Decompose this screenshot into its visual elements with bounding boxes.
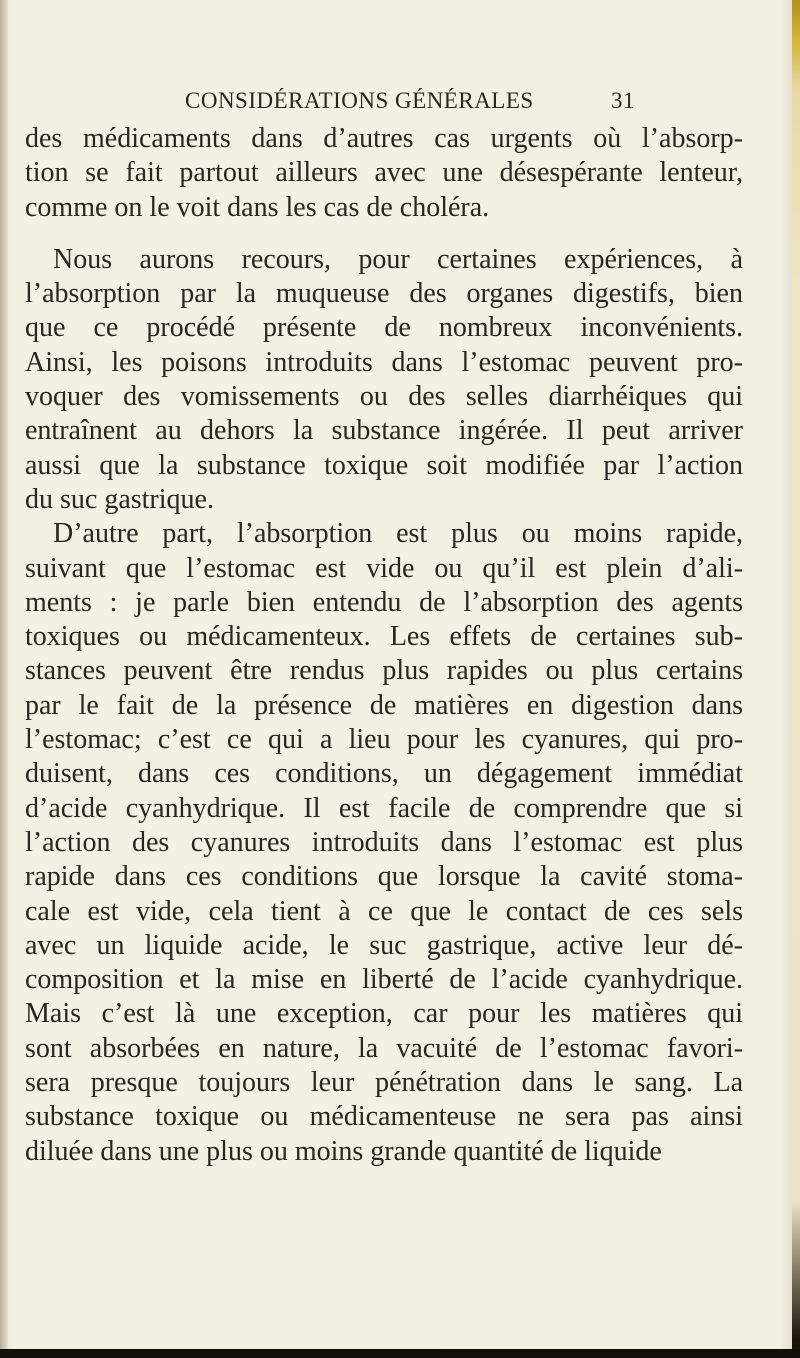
text-line: que ce procédé présente de nombreux inconvénients.: [25, 312, 743, 344]
text-line: duisent, dans ces conditions, un dégagement immédiat: [25, 758, 743, 790]
text-line: toxiques ou médicamenteux. Les effets de certaines sub-: [25, 621, 743, 653]
text-line: sera presque toujours leur pénétration dans le sang. La: [25, 1067, 743, 1099]
text-line: Ainsi, les poisons introduits dans l’estomac peuvent pro-: [25, 346, 743, 378]
text-line: composition et la mise en liberté de l’acide cyanhydrique.: [25, 964, 743, 996]
body-text: [25, 122, 743, 1169]
text-line: ments : je parle bien entendu de l’absorption des agents: [25, 586, 743, 618]
text-line: aussi que la substance toxique soit modifiée par l’action: [25, 449, 743, 481]
page-right-edge: [792, 0, 800, 1358]
page-left-edge: [0, 0, 8, 1358]
text-line: substance toxique ou médicamenteuse ne sera pas ainsi: [25, 1101, 743, 1133]
paragraph-gap: [25, 225, 743, 243]
text-line: tion se fait partout ailleurs avec une désespérante lenteur,: [25, 157, 743, 189]
text-line: l’absorption par la muqueuse des organes digestifs, bien: [25, 278, 743, 310]
text-line: Nous aurons recours, pour certaines expériences, à: [53, 243, 743, 275]
text-line: rapide dans ces conditions que lorsque la cavité stoma-: [25, 861, 743, 893]
page-bottom-edge: [0, 1349, 800, 1358]
text-line: entraînent au dehors la substance ingérée. Il peut arriver: [25, 415, 743, 447]
text-line: d’acide cyanhydrique. Il est facile de comprendre que si: [25, 792, 743, 824]
text-line: l’estomac; c’est ce qui a lieu pour les cyanures, qui pro-: [25, 724, 743, 756]
text-line: stances peuvent être rendus plus rapides ou plus certains: [25, 655, 743, 687]
text-line: l’action des cyanures introduits dans l’estomac est plus: [25, 826, 743, 858]
text-line: du suc gastrique.: [25, 483, 214, 515]
text-line: suivant que l’estomac est vide ou qu’il est plein d’ali-: [25, 552, 743, 584]
text-line: Mais c’est là une exception, car pour les matières qui: [25, 998, 743, 1030]
text-line: avec un liquide acide, le suc gastrique, active leur dé-: [25, 929, 743, 961]
page-number: 31: [611, 88, 635, 113]
text-line: sont absorbées en nature, la vacuité de l’estomac favori-: [25, 1032, 743, 1064]
text-line: par le fait de la présence de matières en digestion dans: [25, 689, 743, 721]
running-header-title: CONSIDÉRATIONS GÉNÉRALES: [185, 88, 534, 113]
text-line: comme on le voit dans les cas de choléra.: [25, 191, 490, 223]
text-line: cale est vide, cela tient à ce que le contact de ces sels: [25, 895, 743, 927]
text-line: diluée dans une plus ou moins grande quantité de liquide: [25, 1135, 662, 1167]
text-line: voquer des vomissements ou des selles diarrhéiques qui: [25, 381, 743, 413]
text-line: D’autre part, l’absorption est plus ou moins rapide,: [53, 518, 743, 550]
text-line: des médicaments dans d’autres cas urgents où l’absorp-: [25, 123, 743, 154]
running-header: [185, 88, 635, 120]
